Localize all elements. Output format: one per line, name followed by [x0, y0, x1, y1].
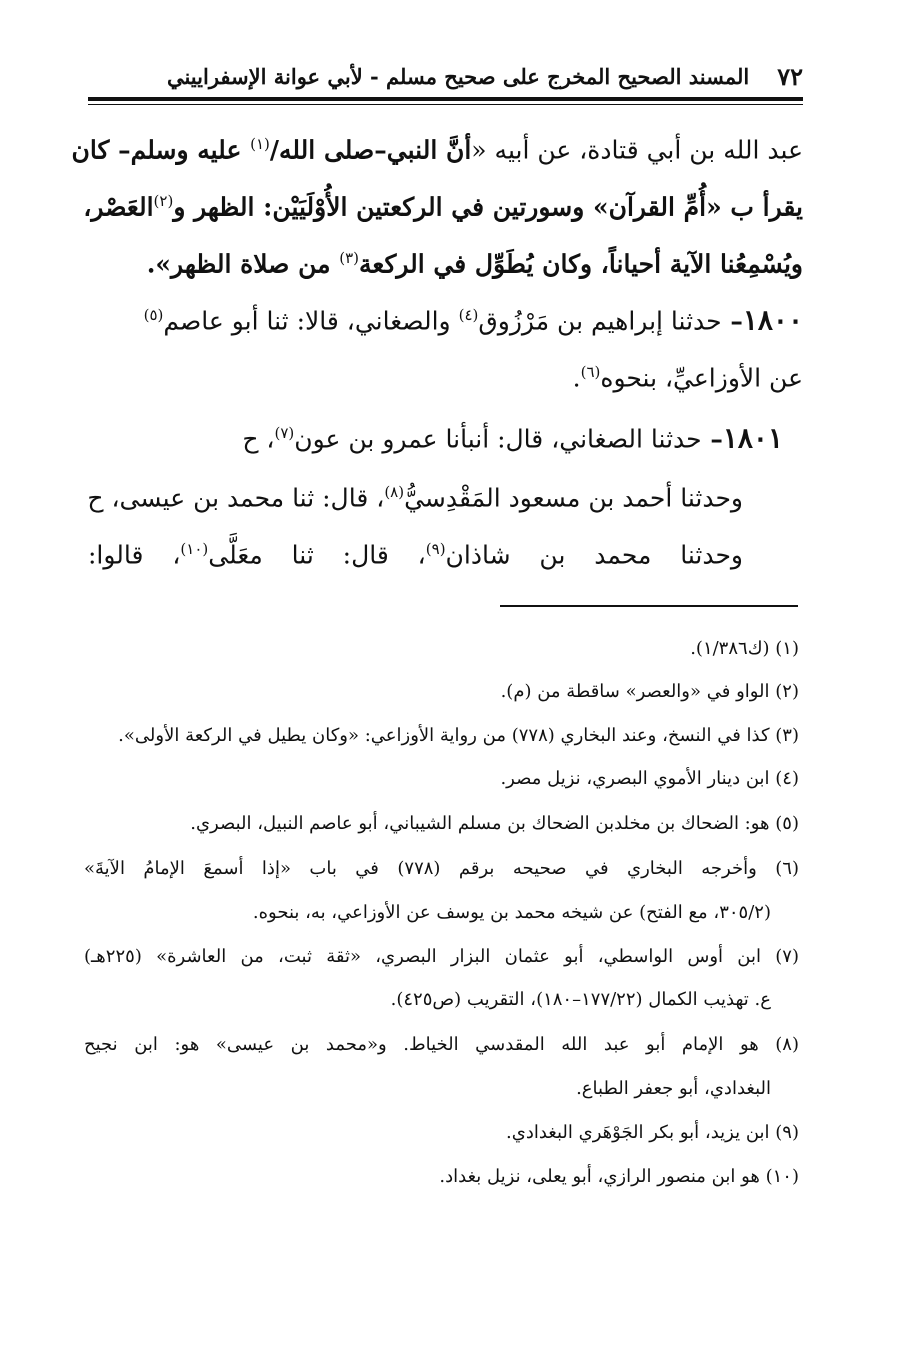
text-line — [88, 352, 803, 398]
hadith-number: ١٨٠١ — [722, 421, 783, 455]
text-run: ، قال: ثنا معَلَّى — [208, 540, 426, 570]
text-run: وحدثنا محمد بن شاذان — [445, 540, 744, 570]
text-run: أُمِّ القرآن» وسورتين في الركعتين الأُوْلَيَيْن: الظهر و — [173, 192, 707, 222]
footnote-separator — [500, 605, 798, 607]
footnote: (٢) الواو في «والعصر» ساقطة من (م). — [500, 681, 799, 702]
hadith-1800 — [88, 295, 803, 341]
footnote: (٩) ابن يزيد، أبو بكر الجَوْهَري البغدادي. — [506, 1122, 799, 1143]
footnote-ref: (٣) — [339, 249, 359, 267]
text-run: أنَّ النبي–صلى الله — [279, 135, 472, 165]
footnote-ref: (١) — [250, 135, 270, 153]
footnote: (٦) وأخرجه البخاري في صحيحه برقم (٧٧٨) في باب «إذا أسمعَ الإمامُ الآيةَ» — [84, 858, 799, 879]
text-run: عليه وسلم– كان — [71, 135, 251, 165]
footnote-continuation: البغدادي، أبو جعفر الطباع. — [576, 1078, 771, 1099]
footnote: (١) (ك١/٣٨٦). — [690, 638, 799, 659]
footnote-ref: (٥) — [143, 306, 164, 324]
hadith-number: ١٨٠٠ — [742, 303, 803, 337]
text-line — [88, 238, 803, 284]
footnote: (٥) هو: الضحاك بن مخلدبن الضحاك بن مسلم الشيباني، أبو عاصم النبيل، البصري. — [190, 813, 799, 834]
book-title: المسند الصحيح المخرج على صحيح مسلم - لأبي عوانة الإسفراييني — [166, 63, 750, 89]
text-run: يقرأ ب « — [706, 192, 803, 222]
text-run: من صلاة الظهر». — [146, 249, 340, 279]
text-line — [83, 181, 803, 227]
text-run: عن الأوزاعيِّ، بنحوه — [600, 363, 803, 393]
footnote: (٤) ابن دينار الأموي البصري، نزيل مصر. — [500, 768, 799, 789]
footnote-ref: (٦) — [580, 363, 601, 381]
text-line — [88, 529, 743, 575]
footnote: (٨) هو الإمام أبو عبد الله المقدسي الخياط. و«محمد بن عيسى» هو: ابن نجيح — [84, 1034, 799, 1055]
text-run: عبد الله بن أبي قتادة، عن أبيه « — [471, 135, 803, 165]
text-run: ، قالوا: — [88, 540, 181, 570]
footnote: (٧) ابن أوس الواسطي، أبو عثمان البزار البصري، «ثقة ثبت، من العاشرة» (٢٢٥هـ) — [84, 946, 799, 967]
text-run: حدثنا إبراهيم بن مَرْزُوق — [478, 306, 722, 336]
header-rule-thick — [88, 97, 803, 101]
text-line — [88, 472, 743, 518]
footnote-ref: (٢) — [153, 192, 174, 210]
footnote-ref: (٩) — [425, 540, 446, 558]
footnote-ref: (٨) — [384, 483, 405, 501]
running-header — [88, 60, 803, 92]
text-run: – — [721, 306, 743, 336]
footnote-ref: (١٠) — [180, 540, 209, 558]
text-run: ، قال: ثنا محمد بن عيسى، ح — [87, 483, 385, 513]
footnote-continuation: ع. تهذيب الكمال (١٧٧/٢٢–١٨٠)، التقريب (ص٤٢٥). — [390, 989, 771, 1010]
header-rule-thin — [88, 104, 803, 105]
page-number: ٧٢ — [777, 61, 803, 91]
hadith-1801 — [88, 413, 783, 459]
text-line — [71, 124, 803, 170]
footnote: (٣) كذا في النسخ، وعند البخاري (٧٧٨) من رواية الأوزاعي: «وكان يطيل في الركعة الأولى». — [118, 725, 799, 746]
footnote: (١٠) هو ابن منصور الرازي، أبو يعلى، نزيل بغداد. — [439, 1166, 799, 1187]
text-run: حدثنا الصغاني، قال: أنبأنا عمرو بن عون — [294, 424, 702, 454]
text-run: العَصْر، — [83, 192, 154, 222]
text-run: وحدثنا أحمد بن مسعود المَقْدِسيُّ — [404, 483, 743, 513]
text-run: ويُسْمِعُنا الآية أحياناً، وكان يُطَوِّل في الركعة — [358, 249, 803, 279]
text-run: . — [572, 363, 581, 393]
text-run: / — [269, 135, 279, 165]
footnote-continuation: (٣٠٥/٢، مع الفتح) عن شيخه محمد بن يوسف عن الأوزاعي، به، بنحوه. — [252, 902, 771, 923]
footnote-ref: (٤) — [458, 306, 479, 324]
footnote-ref: (٧) — [274, 424, 295, 442]
text-run: والصغاني، قالا: ثنا أبو عاصم — [163, 306, 459, 336]
text-run: – — [701, 424, 723, 454]
text-run: ، ح — [242, 424, 275, 454]
